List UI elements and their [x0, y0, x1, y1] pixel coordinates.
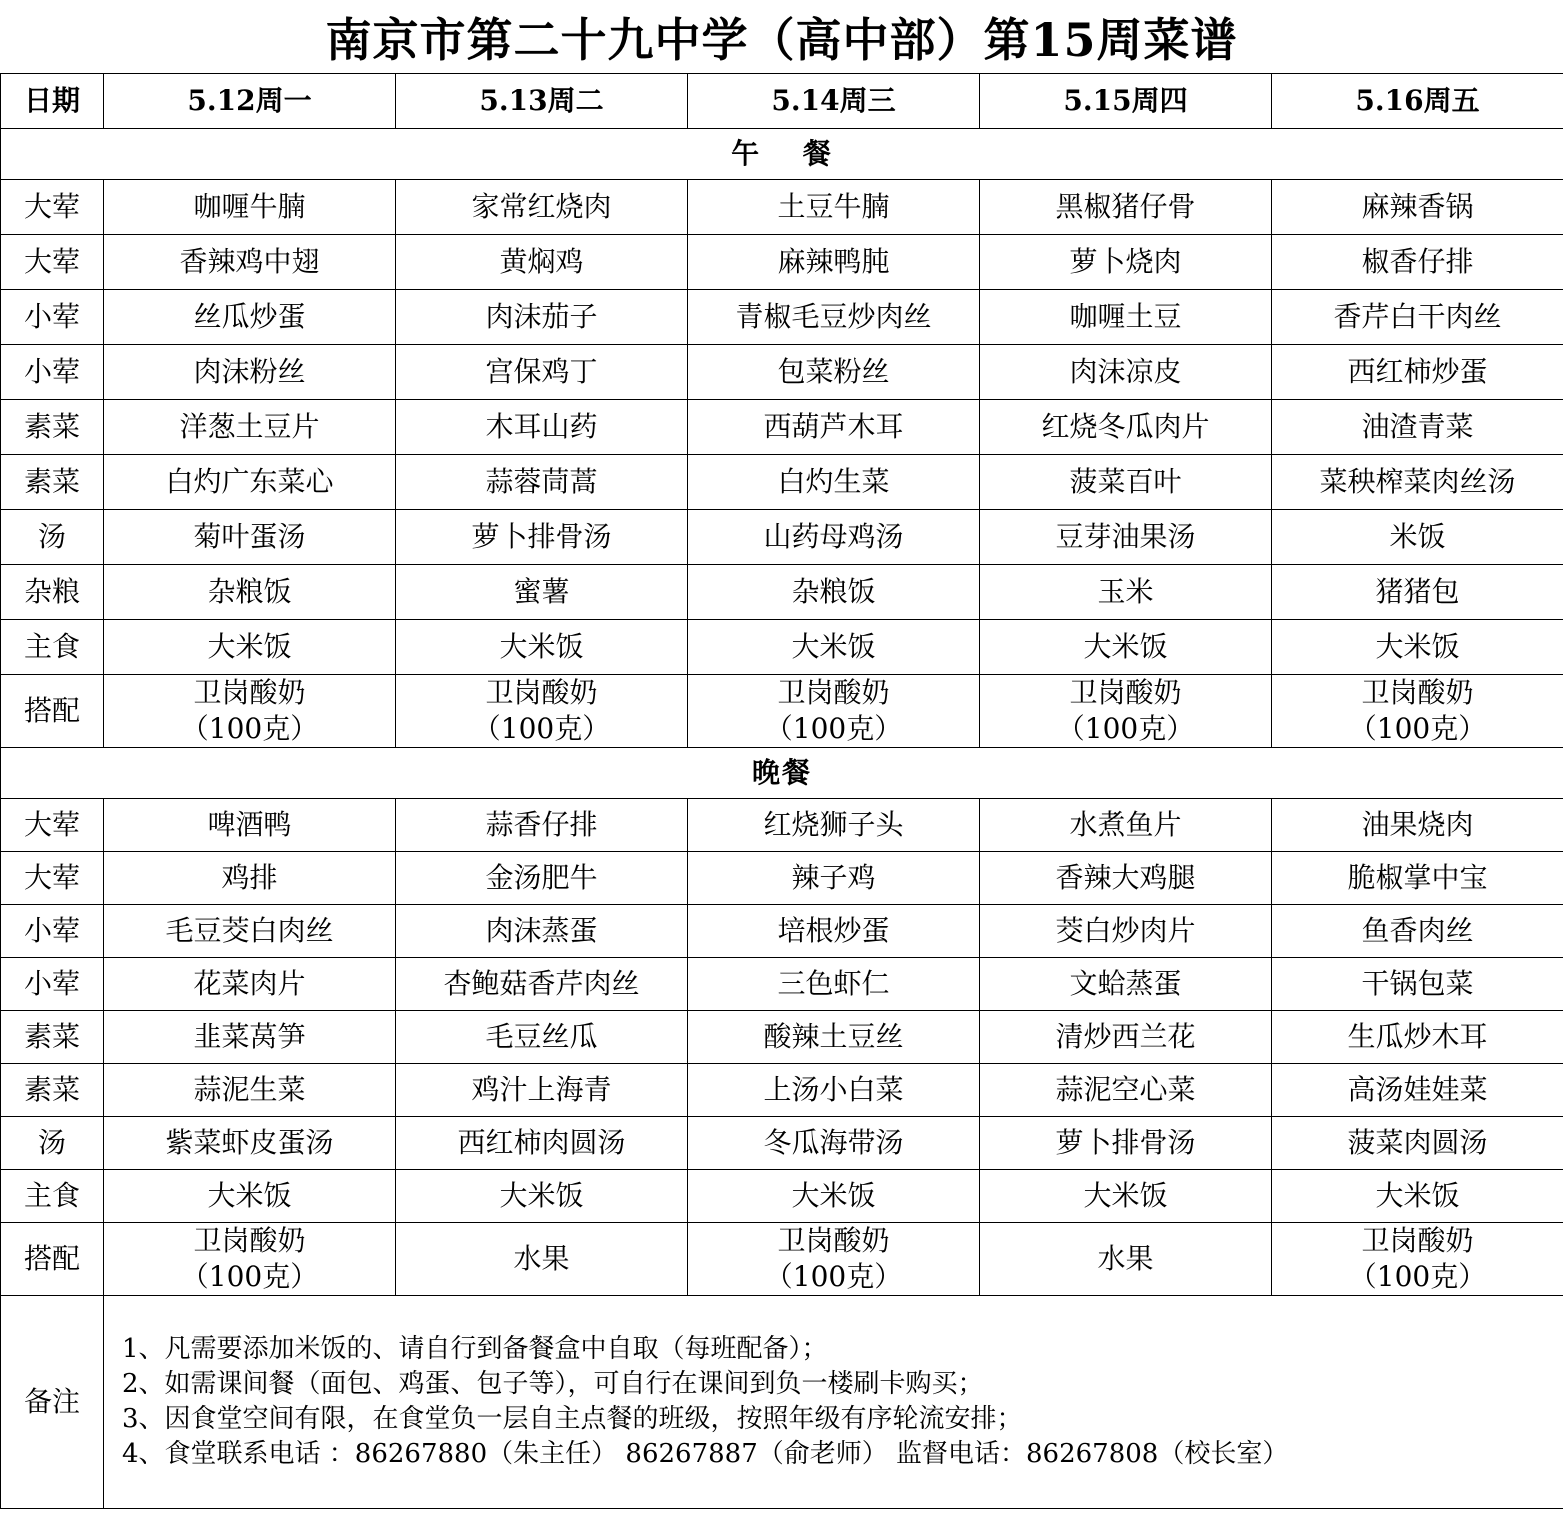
- dish-cell: 包菜粉丝: [688, 345, 980, 400]
- table-row: [1, 510, 1563, 565]
- dish-cell: 水煮鱼片: [980, 799, 1272, 852]
- dish-cell: 西红柿肉圆汤: [396, 1117, 688, 1170]
- dish-cell: 椒香仔排: [1272, 235, 1563, 290]
- side-item-cell: [104, 675, 396, 748]
- dish-cell: 大米饭: [980, 1170, 1272, 1223]
- dish-cell: 金汤肥牛: [396, 852, 688, 905]
- dish-cell: 蜜薯: [396, 565, 688, 620]
- table-row: [1, 290, 1563, 345]
- dish-cell: 丝瓜炒蛋: [104, 290, 396, 345]
- table-row: [1, 1064, 1563, 1117]
- dish-cell: 宫保鸡丁: [396, 345, 688, 400]
- dish-cell: 猪猪包: [1272, 565, 1563, 620]
- note-line: 2、如需课间餐（面包、鸡蛋、包子等），可自行在课间到负一楼刷卡购买；: [122, 1369, 984, 1399]
- dish-cell: 山药母鸡汤: [688, 510, 980, 565]
- side-item-cell: [1272, 675, 1563, 748]
- table-row: [1, 455, 1563, 510]
- dish-cell: 咖喱土豆: [980, 290, 1272, 345]
- side-item-line1: 卫岗酸奶: [193, 1224, 306, 1257]
- table-row: [1, 620, 1563, 675]
- dish-cell: 毛豆丝瓜: [396, 1011, 688, 1064]
- table-row: [1, 1223, 1563, 1296]
- dish-cell: 脆椒掌中宝: [1272, 852, 1563, 905]
- side-item-line1: 卫岗酸奶: [777, 676, 890, 709]
- side-item-line1: 卫岗酸奶: [1361, 676, 1474, 709]
- side-item-cell: [1272, 1223, 1563, 1296]
- category-label: 小荤: [1, 905, 104, 958]
- dish-cell: 韭菜莴笋: [104, 1011, 396, 1064]
- dish-cell: 上汤小白菜: [688, 1064, 980, 1117]
- dish-cell: 菠菜百叶: [980, 455, 1272, 510]
- note-line: 1、凡需要添加米饭的、请自行到备餐盒中自取（每班配备）；: [122, 1334, 828, 1364]
- dish-cell: 咖喱牛腩: [104, 180, 396, 235]
- dish-cell: 大米饭: [1272, 1170, 1563, 1223]
- dish-cell: 大米饭: [688, 620, 980, 675]
- dish-cell: 紫菜虾皮蛋汤: [104, 1117, 396, 1170]
- note-line: 3、因食堂空间有限，在食堂负一层自主点餐的班级，按照年级有序轮流安排；: [122, 1404, 1023, 1434]
- dish-cell: 西葫芦木耳: [688, 400, 980, 455]
- side-item-cell: [396, 675, 688, 748]
- category-label: 小荤: [1, 958, 104, 1011]
- side-item-line2: （100克）: [1348, 712, 1487, 745]
- dish-cell: 大米饭: [688, 1170, 980, 1223]
- dish-cell: 黑椒猪仔骨: [980, 180, 1272, 235]
- table-row: [1, 1170, 1563, 1223]
- dish-cell: 茭白炒肉片: [980, 905, 1272, 958]
- side-item-line2: （100克）: [764, 712, 903, 745]
- dish-cell: 清炒西兰花: [980, 1011, 1272, 1064]
- day-header: 5.13周二: [396, 74, 688, 129]
- dish-cell: 白灼生菜: [688, 455, 980, 510]
- side-item-cell: [104, 1223, 396, 1296]
- category-label: 大荤: [1, 852, 104, 905]
- dish-cell: 大米饭: [104, 1170, 396, 1223]
- category-label: 大荤: [1, 180, 104, 235]
- day-header: 5.16周五: [1272, 74, 1563, 129]
- dish-cell: 毛豆茭白肉丝: [104, 905, 396, 958]
- lunch-section-title: 午 餐: [1, 129, 1563, 180]
- category-label: 小荤: [1, 345, 104, 400]
- dish-cell: 蒜泥空心菜: [980, 1064, 1272, 1117]
- dish-cell: 辣子鸡: [688, 852, 980, 905]
- dish-cell: 三色虾仁: [688, 958, 980, 1011]
- dish-cell: 鱼香肉丝: [1272, 905, 1563, 958]
- dish-cell: 油果烧肉: [1272, 799, 1563, 852]
- day-header: 5.12周一: [104, 74, 396, 129]
- category-label: 主食: [1, 1170, 104, 1223]
- dish-cell: 蒜香仔排: [396, 799, 688, 852]
- dinner-section-row: [1, 748, 1563, 799]
- dish-cell: 干锅包菜: [1272, 958, 1563, 1011]
- side-item-cell: [688, 675, 980, 748]
- category-label: 搭配: [1, 675, 104, 748]
- side-item-cell: [396, 1223, 688, 1296]
- dish-cell: 黄焖鸡: [396, 235, 688, 290]
- category-label: 素菜: [1, 1011, 104, 1064]
- table-row: [1, 799, 1563, 852]
- dish-cell: 红烧冬瓜肉片: [980, 400, 1272, 455]
- category-label: 汤: [1, 510, 104, 565]
- table-row: [1, 1011, 1563, 1064]
- category-label: 素菜: [1, 400, 104, 455]
- day-header: 5.14周三: [688, 74, 980, 129]
- side-item-line2: （100克）: [1056, 712, 1195, 745]
- dinner-section-title: 晚餐: [1, 748, 1563, 799]
- side-item-line1: 水果: [513, 1242, 570, 1275]
- category-label: 素菜: [1, 455, 104, 510]
- note-line: 4、食堂联系电话 ：86267880（朱主任） 86267887（俞老师） 监督电话：86267808（校长室）: [122, 1439, 1289, 1469]
- table-row: [1, 235, 1563, 290]
- dish-cell: 鸡排: [104, 852, 396, 905]
- dish-cell: 文蛤蒸蛋: [980, 958, 1272, 1011]
- table-row: [1, 345, 1563, 400]
- dish-cell: 大米饭: [396, 620, 688, 675]
- side-item-line2: （100克）: [180, 1260, 319, 1293]
- dish-cell: 生瓜炒木耳: [1272, 1011, 1563, 1064]
- dish-cell: 米饭: [1272, 510, 1563, 565]
- side-item-cell: [980, 675, 1272, 748]
- dish-cell: 大米饭: [1272, 620, 1563, 675]
- table-row: [1, 852, 1563, 905]
- notes-row: [1, 1296, 1563, 1509]
- dish-cell: 高汤娃娃菜: [1272, 1064, 1563, 1117]
- page-title: 南京市第二十九中学（高中部）第15周菜谱: [325, 13, 1238, 67]
- category-label: 主食: [1, 620, 104, 675]
- dish-cell: 鸡汁上海青: [396, 1064, 688, 1117]
- table-row: [1, 958, 1563, 1011]
- table-row: [1, 400, 1563, 455]
- dish-cell: 青椒毛豆炒肉丝: [688, 290, 980, 345]
- category-label: 杂粮: [1, 565, 104, 620]
- day-header: 5.15周四: [980, 74, 1272, 129]
- dish-cell: 家常红烧肉: [396, 180, 688, 235]
- dish-cell: 大米饭: [104, 620, 396, 675]
- dish-cell: 玉米: [980, 565, 1272, 620]
- dish-cell: 大米饭: [396, 1170, 688, 1223]
- side-item-line1: 卫岗酸奶: [193, 676, 306, 709]
- dish-cell: 杂粮饭: [104, 565, 396, 620]
- dish-cell: 油渣青菜: [1272, 400, 1563, 455]
- table-row: [1, 675, 1563, 748]
- menu-table: [0, 73, 1563, 1509]
- dish-cell: 培根炒蛋: [688, 905, 980, 958]
- dish-cell: 菜秧榨菜肉丝汤: [1272, 455, 1563, 510]
- dish-cell: 红烧狮子头: [688, 799, 980, 852]
- category-label: 大荤: [1, 235, 104, 290]
- dish-cell: 冬瓜海带汤: [688, 1117, 980, 1170]
- side-item-line1: 卫岗酸奶: [485, 676, 598, 709]
- dish-cell: 肉沫凉皮: [980, 345, 1272, 400]
- dish-cell: 肉沫粉丝: [104, 345, 396, 400]
- side-item-cell: [980, 1223, 1272, 1296]
- dish-cell: 麻辣鸭肫: [688, 235, 980, 290]
- category-label: 汤: [1, 1117, 104, 1170]
- notes-text: [104, 1296, 1563, 1509]
- table-row: [1, 565, 1563, 620]
- table-row: [1, 905, 1563, 958]
- dish-cell: 肉沫蒸蛋: [396, 905, 688, 958]
- lunch-section-row: [1, 129, 1563, 180]
- dish-cell: 杏鲍菇香芹肉丝: [396, 958, 688, 1011]
- side-item-line1: 卫岗酸奶: [1069, 676, 1182, 709]
- dish-cell: 杂粮饭: [688, 565, 980, 620]
- side-item-line1: 卫岗酸奶: [1361, 1224, 1474, 1257]
- dish-cell: 啤酒鸭: [104, 799, 396, 852]
- dish-cell: 蒜蓉茼蒿: [396, 455, 688, 510]
- dish-cell: 蒜泥生菜: [104, 1064, 396, 1117]
- dish-cell: 大米饭: [980, 620, 1272, 675]
- dish-cell: 萝卜排骨汤: [396, 510, 688, 565]
- side-item-line1: 水果: [1097, 1242, 1154, 1275]
- notes-label: 备注: [1, 1296, 104, 1509]
- category-label: 大荤: [1, 799, 104, 852]
- dish-cell: 洋葱土豆片: [104, 400, 396, 455]
- date-label: 日期: [1, 74, 104, 129]
- side-item-cell: [688, 1223, 980, 1296]
- dish-cell: 香辣鸡中翅: [104, 235, 396, 290]
- side-item-line2: （100克）: [764, 1260, 903, 1293]
- dish-cell: 木耳山药: [396, 400, 688, 455]
- dish-cell: 菊叶蛋汤: [104, 510, 396, 565]
- dish-cell: 西红柿炒蛋: [1272, 345, 1563, 400]
- dish-cell: 肉沫茄子: [396, 290, 688, 345]
- dish-cell: 菠菜肉圆汤: [1272, 1117, 1563, 1170]
- dish-cell: 麻辣香锅: [1272, 180, 1563, 235]
- side-item-line1: 卫岗酸奶: [777, 1224, 890, 1257]
- category-label: 素菜: [1, 1064, 104, 1117]
- table-row: [1, 1117, 1563, 1170]
- dish-cell: 花菜肉片: [104, 958, 396, 1011]
- side-item-line2: （100克）: [1348, 1260, 1487, 1293]
- category-label: 搭配: [1, 1223, 104, 1296]
- dish-cell: 豆芽油果汤: [980, 510, 1272, 565]
- category-label: 小荤: [1, 290, 104, 345]
- dish-cell: 萝卜排骨汤: [980, 1117, 1272, 1170]
- dish-cell: 萝卜烧肉: [980, 235, 1272, 290]
- dish-cell: 酸辣土豆丝: [688, 1011, 980, 1064]
- dish-cell: 香辣大鸡腿: [980, 852, 1272, 905]
- side-item-line2: （100克）: [472, 712, 611, 745]
- dish-cell: 香芹白干肉丝: [1272, 290, 1563, 345]
- table-row: [1, 180, 1563, 235]
- dish-cell: 土豆牛腩: [688, 180, 980, 235]
- dish-cell: 白灼广东菜心: [104, 455, 396, 510]
- header-row: [1, 74, 1563, 129]
- side-item-line2: （100克）: [180, 712, 319, 745]
